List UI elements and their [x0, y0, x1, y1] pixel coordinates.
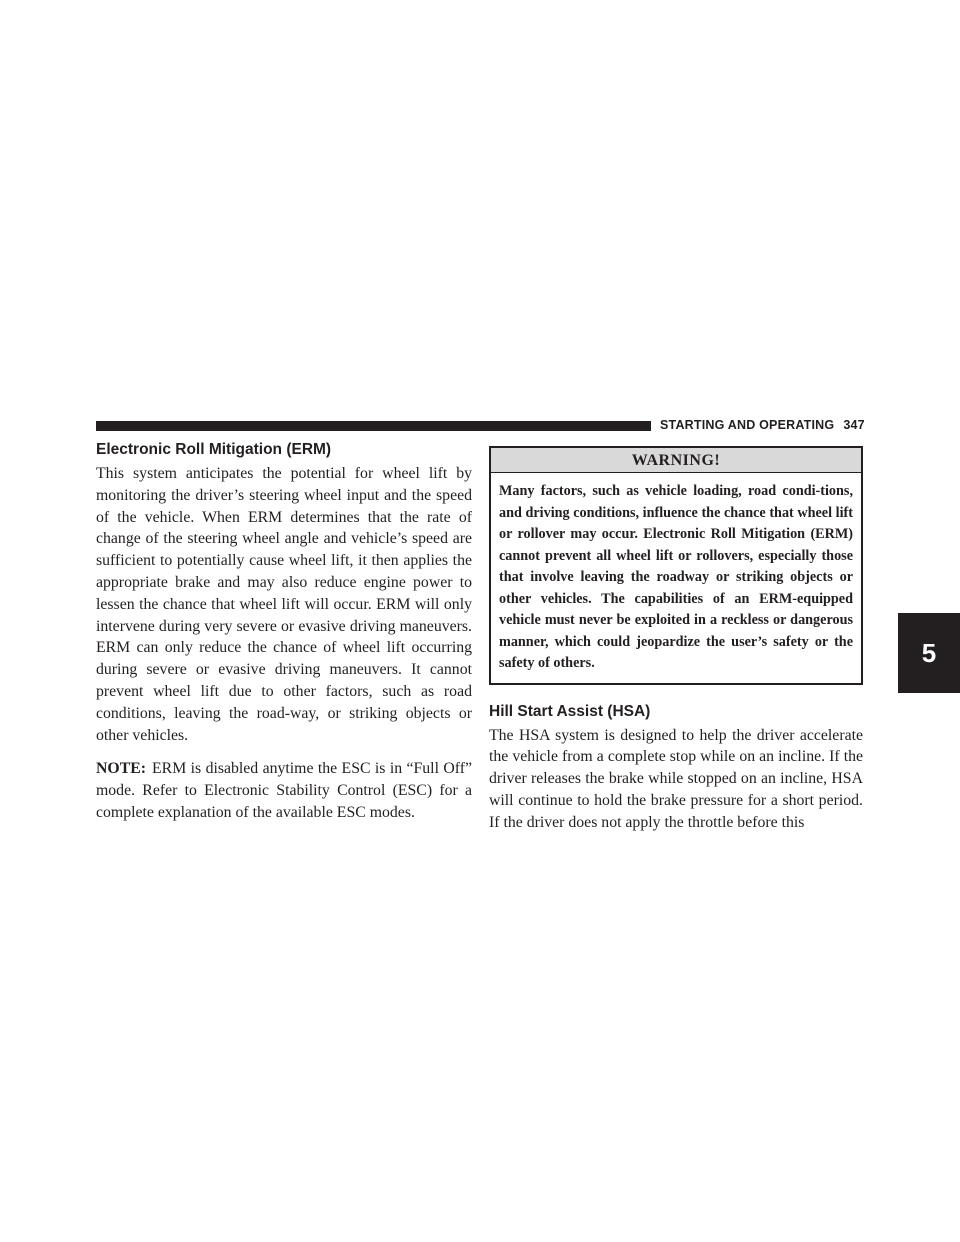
note-text: ERM is disabled anytime the ESC is in “Full Off” mode. Refer to Electronic Stability Control (ESC) for a complete explanation of the available ESC modes.: [96, 760, 472, 821]
right-column: [489, 446, 863, 833]
chapter-tab: 5: [898, 613, 960, 693]
left-column: [96, 440, 472, 824]
header-rule: [96, 421, 651, 431]
running-header: [660, 418, 865, 432]
section-title: STARTING AND OPERATING: [660, 418, 835, 432]
warning-title: WARNING!: [491, 448, 861, 473]
page-number: 347: [843, 418, 865, 432]
erm-body: This system anticipates the potential for wheel lift by monitoring the driver’s steering wheel input and the speed of the vehicle. When ERM determines that the rate of change of the steering wheel angle and vehicle’s speed are sufficient to potentially cause wheel lift, it then applies the appropriate brake and may also reduce engine power to lessen the chance that wheel lift will occur. ERM will only intervene during very severe or evasive driving maneuvers. ERM can only reduce the chance of wheel lift occurring during severe or evasive driving maneuvers. It cannot prevent wheel lift due to other factors, such as road conditions, leaving the road-way, or striking objects or other vehicles.: [96, 465, 472, 744]
hsa-heading: Hill Start Assist (HSA): [489, 702, 651, 720]
warning-text: Many factors, such as vehicle loading, road condi-tions, and driving conditions, influence the chance that wheel lift or rollover may occur. Electronic Roll Mitigation (ERM) cannot prevent all wheel lift or rollovers, especially those that involve leaving the roadway or striking objects or other vehicles. The capabilities of an ERM-equipped vehicle must never be exploited in a reckless or dangerous manner, which could jeopardize the user’s safety or the safety of others.: [499, 483, 853, 671]
erm-note: [96, 758, 472, 823]
warning-box: [489, 446, 863, 685]
erm-heading: Electronic Roll Mitigation (ERM): [96, 441, 332, 458]
hsa-body: The HSA system is designed to help the driver accelerate the vehicle from a complete stop while on an incline. If the driver releases the brake while stopped on an incline, HSA will continue to hold the brake pressure for a short period. If the driver does not apply the throttle before this: [489, 726, 863, 831]
note-label: NOTE:: [96, 760, 147, 778]
